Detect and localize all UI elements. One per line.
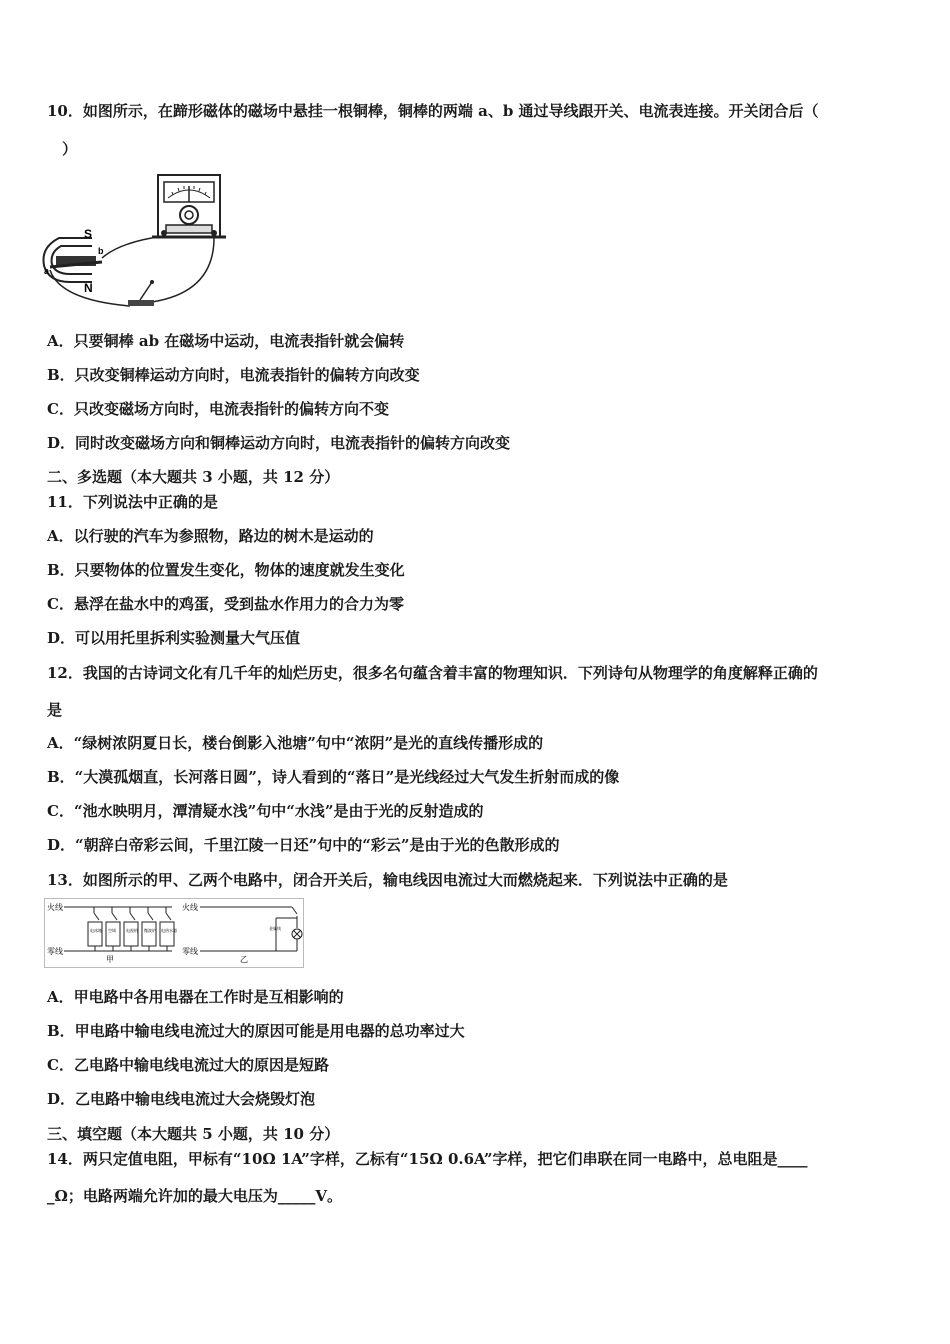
q11-option-d: D．可以用托里拆利实验测量大气压值 [47,629,301,647]
q13-figure-circuits [44,898,304,968]
appliance-microwave: 微波炉 [144,928,156,933]
yi-neutral-label: 零线 [182,947,198,956]
q12-stem: 12．我国的古诗词文化有几千年的灿烂历史，很多名句蕴含着丰富的物理知识．下列诗句从物理学的角度解释正确的 [47,664,818,682]
circuit-jia-label: 甲 [106,955,114,964]
q10-option-d: D．同时改变磁场方向和铜棒运动方向时，电流表指针的偏转方向改变 [47,434,511,452]
q12-stem-end: 是 [47,701,63,719]
q10-option-c: C．只改变磁场方向时，电流表指针的偏转方向不变 [47,400,389,418]
q11-option-a: A．以行驶的汽车为参照物，路边的树木是运动的 [47,527,374,545]
q13-stem: 13．如图所示的甲、乙两个电路中，闭合开关后，输电线因电流过大而燃烧起来．下列说法中正确的是 [47,871,728,889]
q14-line1 [47,1149,808,1169]
section-multiple-choice-heading: 二、多选题（本大题共 3 小题，共 12 分） [47,468,340,486]
q13-option-c: C．乙电路中输电线电流过大的原因是短路 [47,1056,329,1074]
q11-stem: 11．下列说法中正确的是 [47,493,218,511]
magnet-s-label: S [84,227,93,241]
rod-b-label: b [98,246,104,256]
appliance-fridge: 电冰箱 [90,928,102,933]
q14-line2 [47,1186,342,1206]
q13-option-a: A．甲电路中各用电器在工作时是互相影响的 [47,988,344,1006]
circuit-yi-label: 乙 [240,955,248,964]
appliance-tv: 电视机 [126,928,138,933]
appliance-ac: 空调 [108,928,116,933]
magnet-n-label: N [84,281,93,295]
q14-blank-1[interactable]: ____ [777,1150,808,1168]
q10-option-a: A．只要铜棒 ab 在磁场中运动，电流表指针就会偏转 [47,332,405,350]
appliance-water-heater: 电热水器 [161,928,177,933]
q12-option-d: D．“朝辞白帝彩云间，千里江陵一日还”句中的“彩云”是由于光的色散形成的 [47,836,560,854]
q10-figure-galvanometer-magnet [40,170,230,310]
q12-option-c: C．“池水映明月，潭清疑水浅”句中“水浅”是由于光的反射造成的 [47,802,484,820]
q14-line1-text: 14．两只定值电阻，甲标有“10Ω 1A”字样，乙标有“15Ω 0.6A”字样，把它们串联在同一电路中，总电阻是 [47,1150,778,1168]
q10-stem-end: ） [62,140,78,158]
q13-option-b: B．甲电路中输电线电流过大的原因可能是用电器的总功率过大 [47,1022,465,1040]
q14-line2-unit: V。 [315,1187,342,1205]
jia-live-label: 火线 [47,903,63,912]
q14-line2-text: _Ω；电路两端允许加的最大电压为 [47,1187,278,1205]
q11-option-b: B．只要物体的位置发生变化，物体的速度就发生变化 [47,561,405,579]
q10-option-b: B．只改变铜棒运动方向时，电流表指针的偏转方向改变 [47,366,420,384]
yi-live-label: 火线 [182,903,198,912]
q14-blank-2[interactable]: _____ [277,1187,316,1205]
rod-a-label: a [44,266,50,276]
section-fill-in-heading: 三、填空题（本大题共 5 小题，共 10 分） [47,1125,340,1143]
q11-option-c: C．悬浮在盐水中的鸡蛋，受到盐水作用力的合力为零 [47,595,404,613]
q12-option-a: A．“绿树浓阴夏日长，楼台倒影入池塘”句中“浓阴”是光的直线传播形成的 [47,734,544,752]
q13-option-d: D．乙电路中输电线电流过大会烧毁灯泡 [47,1090,316,1108]
jia-neutral-label: 零线 [47,947,63,956]
metal-wire-label: 金属线 [269,926,281,931]
q10-stem: 10．如图所示，在蹄形磁体的磁场中悬挂一根铜棒，铜棒的两端 a、b 通过导线跟开关、电流表连接。开关闭合后（ [47,102,819,120]
q12-option-b: B．“大漠孤烟直，长河落日圆”，诗人看到的“落日”是光线经过大气发生折射而成的像 [47,768,620,786]
